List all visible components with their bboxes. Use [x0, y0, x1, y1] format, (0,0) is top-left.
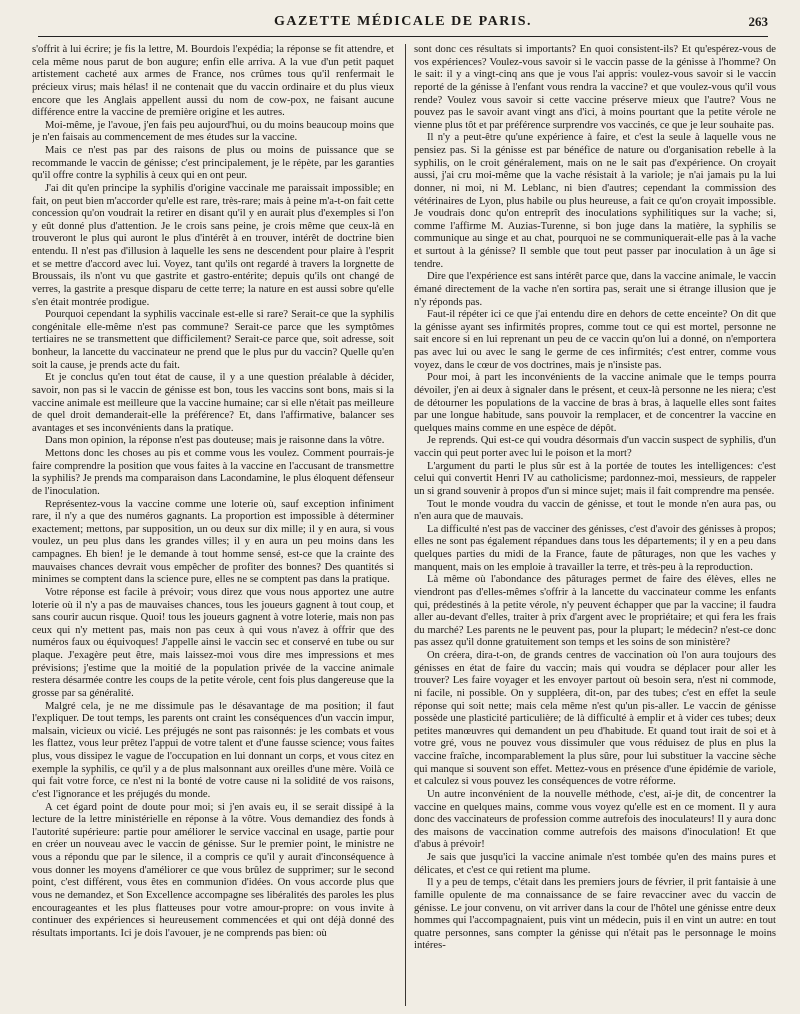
- paragraph: J'ai dit qu'en principe la syphilis d'origine vaccinale me paraissait impossible; en fait, on peut bien m'accorder qu'elle est rare, très-rare; mais à peine m'a-t-on fait cette concession qu'on voudrait la retirer en disant qu'il y en aurait plus d'exemples si l'on y eût donné plus d'attention. Je le crois sans peine, je crois même que ceux-là en trouveront le plus qui auront le plus d'intérêt à en trouver, intérêt de doctrine bien entendu. Il n'est pas d'illusion à laquelle les sens ne descendent pour plaire à l'esprit et se mettre d'accord avec lui. Voyez, tant qu'ils ont regardé à travers la lorgnette de Broussais, ils n'ont vu que gastrite et gastro-entérite; depuis qu'ils ont changé de verres, la gastrite a presque disparu de cette terre; la nature en est aussi sobre qu'elle s'en était montrée prodigue.: [32, 182, 394, 308]
- paragraph: Là même où l'abondance des pâturages permet de faire des élèves, elles ne viendront pas d'elles-mêmes s'offrir à la lancette du vaccinateur comme les enfants qui, prédestinés à la petite vérole, n'y peuvent échapper que par la vaccine; il faudra aller au-devant d'elles, traiter à prix d'argent avec le propriétaire; et qui fera les frais du marché? Les parents ne le peuvent pas, pour la plupart; le médecin? n'est-ce donc pas assez qu'il donne gratuitement son temps et les soins de son ministère?: [414, 574, 776, 649]
- paragraph: Dans mon opinion, la réponse n'est pas douteuse; mais je raisonne dans la vôtre.: [45, 435, 385, 447]
- paragraph: Il y a peu de temps, c'était dans les premiers jours de février, il prit fantaisie à une famille opulente de ma connaissance de se faire revacciner avec du vaccin de génisse. Le jour convenu, on vit arriver dans la cour de l'hôtel une génisse entre deux hommes qui l'accompagnaient, puis vint un médecin, puis il en vint un autre: en tout quatre personnes, sans compter la génisse qui n'était pas le personnage le moins intéres-: [414, 877, 776, 952]
- paragraph: Faut-il répéter ici ce que j'ai entendu dire en dehors de cette enceinte? On dit que la génisse ayant ses infirmités propres, comme tout ce qui est mortel, personne ne sait encore si en lui reprenant un peu de ce vaccin qu'on lui a donné, on n'emportera pas avec lui ou avec le sang le germe de ces infirmités; c'est entrer, comme vous voyez, dans le cœur de vos doctrines, mais je n'insiste pas.: [414, 309, 776, 371]
- paragraph: sont donc ces résultats si importants? En quoi consistent-ils? Et qu'espérez-vous de vos expériences? Voulez-vous savoir si le vaccin passe de la génisse à l'homme? On le sait: il y a vingt-cinq ans que je vous l'ai appris: voulez-vous savoir si le vaccin reporté de la génisse à l'enfant vous rendra la vaccine? et que voulez-vous qu'il vous rende? Voulez vous savoir si cette vaccine préserve mieux que l'autre? Vous ne pouvez pas le savoir avant vingt ans d'ici, à moins pourtant que la petite vérole ne vienne plus tôt et par préférence surprendre vos vaccinés, ce que je leur souhaite pas.: [414, 44, 776, 131]
- paragraph: Mais ce n'est pas par des raisons de plus ou moins de puissance que se recommande le vaccin de génisse; c'est principalement, je le répète, par les garanties qu'il offre contre la syphilis à ceux qui en ont peur.: [32, 145, 394, 182]
- page-number: 263: [748, 14, 768, 29]
- right-column: [414, 44, 776, 1006]
- paragraph: A cet égard point de doute pour moi; si j'en avais eu, il se serait dissipé à la lecture de la lettre ministérielle en réponse à la vôtre. Vous demandiez des fonds à l'autorité supérieure: partie pour améliorer le service vaccinal en usage, partie pour en créer un nouveau avec le vaccin de génisse. Sur le premier point, le ministre ne vous a répondu que par le silence, il a compris ce qu'il y aurait d'inconséquence à vous donner les moyens d'améliorer ce que vous brûlez de supprimer; sur le second point, c'est différent, vous êtes en communion d'idées. On vous accorde plus que vous ne demandez, et Son Excellence accompagne ses libéralités des paroles les plus encourageantes et les plus flatteuses pour votre amour-propre: on vous invite à continuer des expériences si heureusement commencées et qui ont déjà donné des résultats importants. Ici je dois l'avouer, je ne comprends pas bien: où: [32, 801, 394, 939]
- running-header: [38, 14, 768, 37]
- paragraph: Pour moi, à part les inconvénients de la vaccine animale que le temps pourra dévoiler, j'en ai deux à signaler dans le présent, et ceux-là personne ne les niera; c'est de détourner les populations de la vaccine de bras à bras, à laquelle elles sont faites par une longue habitude, sans pouvoir la remplacer, et de concentrer la vaccine en quelques mains comme en une espèce de dépôt.: [414, 372, 776, 434]
- paragraph: On créera, dira-t-on, de grands centres de vaccination où l'on aura toujours des génisses en état de faire du vaccin; mais qui voudra se déplacer pour aller les trouver? Les faire voyager et les envoyer partout où besoin sera, n'est ni commode, ni facile, ni possible. On y suppléera, dit-on, par des tubes; c'est en effet la seule réponse qui soit nette; mais cela même n'est qu'un pis-aller. Le vaccin de génisse possède une plasticité particulière; de là difficulté à emplir et à vider ces tubes; deux petites manœuvres qui demandent un peu d'habitude. Et quand tout irait de soi et à votre gré, vous ne pouvez vous dissimuler que vous réduisez de plus en plus la vaccine fraîche, incomparablement la plus sûre, pour lui substituer la vaccine sèche qui manque si souvent son effet. Mettez-vous en présence d'une épidémie de variole, et calculez si vous pouvez les conséquences de votre réforme.: [414, 650, 776, 788]
- paragraph: Pourquoi cependant la syphilis vaccinale est-elle si rare? Serait-ce que la syphilis congénitale elle-même n'est pas commune? Serait-ce parce que les symptômes tertiaires ne se transmettent que difficilement? Serait-ce parce que, soit adresse, soit bonheur, la lancette du vaccinateur ne prend que le plus pur du vaccin? Quelle qu'en soit la cause, je prends acte du fait.: [32, 309, 394, 371]
- paragraph: Un autre inconvénient de la nouvelle méthode, c'est, ai-je dit, de concentrer la vaccine en quelques mains, comme vous voyez qu'elle est en ce moment. Il y aura donc des vaccinateurs de profession comme autrefois des inoculateurs! Il y aura donc des maisons de vaccination comme autrefois des maisons d'inoculation! Et que d'abus à prévoir!: [414, 788, 776, 851]
- paragraph: Je reprends. Qui est-ce qui voudra désormais d'un vaccin suspect de syphilis, d'un vaccin qui peut porter avec lui le poison et la mort?: [414, 435, 776, 459]
- paragraph: Malgré cela, je ne me dissimule pas le désavantage de ma position; il faut l'expliquer. De tout temps, les parents ont craint les conséquences d'un vaccin impur, malsain, vicieux ou vicié. Les préjugés ne sont pas raisonnés: je les combats et vous les flattez, vous leur prêtez l'appui de votre talent et d'une fausse science; vous faites plus, vous dissipez le vague de l'occupation en lui donnant un corps, et vous citez en exemple la syphilis, ce qu'il y a de plus malsonnant aux oreilles d'une mère. Voilà ce qui fait votre force, ce n'est ni la bonté de votre cause ni la solidité de vos raisons, c'est l'ignorance et les préjugés du monde.: [32, 700, 394, 800]
- paragraph: L'argument du parti le plus sûr est à la portée de toutes les intelligences: c'est celui qui convertit Henri IV au catholicisme; pardonnez-moi, messieurs, de rappeler un si grand souvenir à propos d'un si mince sujet; mais il fait comprendre ma pensée.: [414, 460, 776, 497]
- paragraph: Et je conclus qu'en tout état de cause, il y a une question préalable à décider, savoir, non pas si le vaccin de génisse est bon, tous les vaccins sont bons, mais si la vaccine animale est meilleure que la vaccine humaine; car si elle n'était pas meilleure de quel droit demanderait-elle la préférence? Et, dans l'affirmative, balancer ses avantages et ses inconvénients dans la pratique.: [32, 372, 394, 434]
- column-divider: [405, 44, 406, 1006]
- paragraph: Votre réponse est facile à prévoir; vous direz que vous nous apportez une autre loterie où il n'y a pas de mauvaises chances, tous les joueurs gagnent à tout coup, et sans courir aucun risque. Quoi! tous les joueurs gagnent à votre loterie, mais non pas ceux qui n'y mettent pas, mais non pas ceux à qui vous n'avez à offrir que des numéros faux ou équivoques! J'appelle ainsi le vaccin sec et conservé en tube ou sur plaque. J'exagère peut être, mais laissez-moi vous dire mes impressions et mes prévisions; j'estime que la moitié de la population privée de la vaccine animale restera désarmée contre les coups de la petite vérole, cent fois plus dangereuse que la grosse par sa généralité.: [32, 586, 394, 699]
- left-column: [32, 44, 394, 1006]
- paragraph: Dire que l'expérience est sans intérêt parce que, dans la vaccine animale, le vaccin émané directement de la vache n'en sortira pas, serait une si étrange illusion que je n'y réponds pas.: [414, 271, 776, 308]
- paragraph: La difficulté n'est pas de vacciner des génisses, c'est d'avoir des génisses à propos; elles ne sont pas également répandues dans tous les départements; il y en a peu dans quelques parties du midi de la France, faute de pâturages, non que les vaches y manquent, mais on les emploie à travailler la terre, et très-peu à la reproduction.: [414, 523, 776, 573]
- journal-title: GAZETTE MÉDICALE DE PARIS.: [273, 14, 533, 29]
- paragraph: Mettons donc les choses au pis et comme vous les voulez. Comment pourrais-je faire comprendre la position que vous faites à la vaccine en l'accusant de transmettre la syphilis? Je prends ma comparaison dans Lacondamine, le plus éloquent défenseur de l'inoculation.: [32, 448, 394, 497]
- paragraph: Moi-même, je l'avoue, j'en fais peu aujourd'hui, ou du moins beaucoup moins que je n'en faisais au commencement de mes études sur la vaccine.: [32, 119, 394, 144]
- paragraph: s'offrit à lui écrire; je fis la lettre, M. Bourdois l'expédia; la réponse se fit attendre, et cela même nous parut de bon augure; enfin elle arriva. A la vue d'un petit paquet artistement cacheté aux armes de France, nos crûmes tous qu'il renfermait le précieux virus; mais hélas! il ne contenait que du vaccin ordinaire et du plus vieux encore que les Anglais appellent aussi du nom de cow-pox, ne faisant aucune différence entre la vaccine de première origine et les autres.: [32, 44, 394, 119]
- paragraph: Il n'y a peut-être qu'une expérience à faire, et c'est la seule à laquelle vous ne pensiez pas. Si la génisse est par bénéfice de nature ou d'organisation rebelle à la syphilis, on le croit généralement, mais on ne le sait pas d'expérience. On croyait aussi, j'ai cru moi-même que la vache résistait à la variole; je n'ai jamais pu la lui donner, ni moi, ni M. Leblanc, ni bien d'autres; cependant la commission des vétérinaires de Lyon, plus habile ou plus heureuse, a fait ce qu'on croyait impossible. Je voudrais donc qu'on entreprît des inoculations syphilitiques sur la vache; si, comme l'affirme M. Auzias-Turenne, si bon juge dans la matière, la syphilis se communique au singe et au chat, pourquoi ne se communiquerait-elle pas à la vache et surtout à la génisse? Il semble que tout peut passer par inoculation à un âge si tendre.: [414, 132, 776, 270]
- paragraph: Représentez-vous la vaccine comme une loterie où, sauf exception infiniment rare, il n'y a que des numéros gagnants. La proportion est impossible à déterminer exactement; mettons, par supposition, un ou deux sur dix mille; il y en aura, si vous voulez, un peu plus dans les grandes villes; il y en aura un peu moins dans les campagnes. Eh bien! je le demande à tout homme sensé, est-ce que la crainte des mauvaises chances devrait vous empêcher de profiter des bonnes? Des quantités si minimes se comptent dans la science pure, elles ne se comptent pas dans la pratique.: [32, 498, 394, 586]
- paragraph: Tout le monde voudra du vaccin de génisse, et tout le monde n'en aura pas, ou n'en aura que de mauvais.: [414, 498, 776, 523]
- paragraph: Je sais que jusqu'ici la vaccine animale n'est tombée qu'en des mains pures et délicates, et c'est ce qui retient ma plume.: [414, 852, 776, 876]
